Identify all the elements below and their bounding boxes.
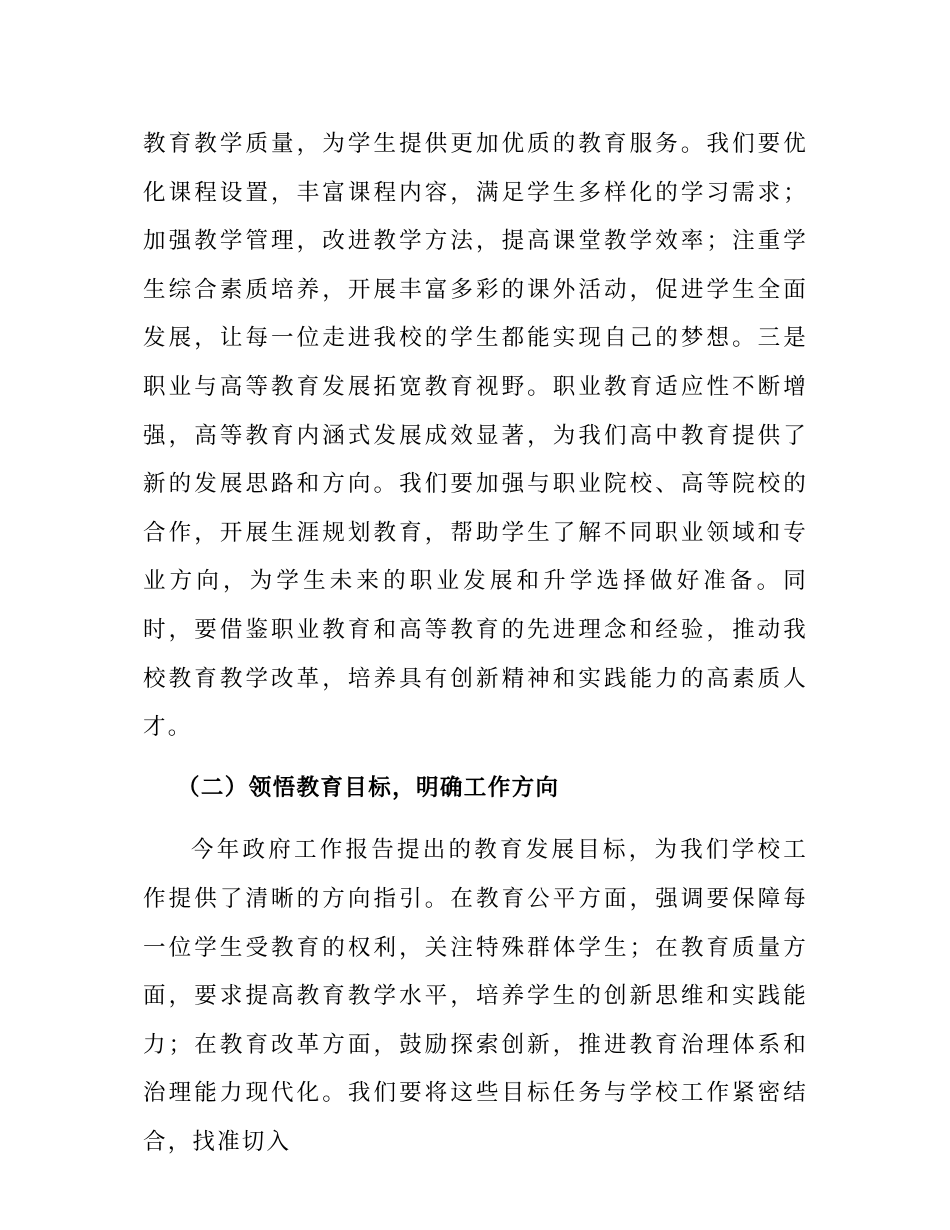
section-heading: （二）领悟教育目标，明确工作方向 — [177, 774, 560, 801]
body-paragraph-continued: 教育教学质量，为学生提供更加优质的教育服务。我们要优化课程设置，丰富课程内容，满足学生多样化的学习需求；加强教学管理，改进教学方法，提高课堂教学效率；注重学生综合素质培养，开展丰富多彩的课外活动，促进学生全面发展，让每一位走进我校的学生都能实现自己的梦想。三是职业与高等教育发展拓宽教育视野。职业教育适应性不断增强，高等教育内涵式发展成效显著，为我们高中教育提供了新的发展思路和方向。我们要加强与职业院校、高等院校的合作，开展生涯规划教育，帮助学生了解不同职业领域和专业方向，为学生未来的职业发展和升学选择做好准备。同时，要借鉴职业教育和高等教育的先进理念和经验，推动我校教育教学改革，培养具有创新精神和实践能力的高素质人才。 — [143, 131, 808, 741]
document-body — [143, 120, 808, 1166]
body-paragraph: 今年政府工作报告提出的教育发展目标，为我们学校工作提供了清晰的方向指引。在教育公平方面，强调要保障每一位学生受教育的权利，关注特殊群体学生；在教育质量方面，要求提高教育教学水平，培养学生的创新思维和实践能力；在教育改革方面，鼓励探索创新，推进教育治理体系和治理能力现代化。我们要将这些目标任务与学校工作紧密结合，找准切入 — [143, 837, 808, 1155]
